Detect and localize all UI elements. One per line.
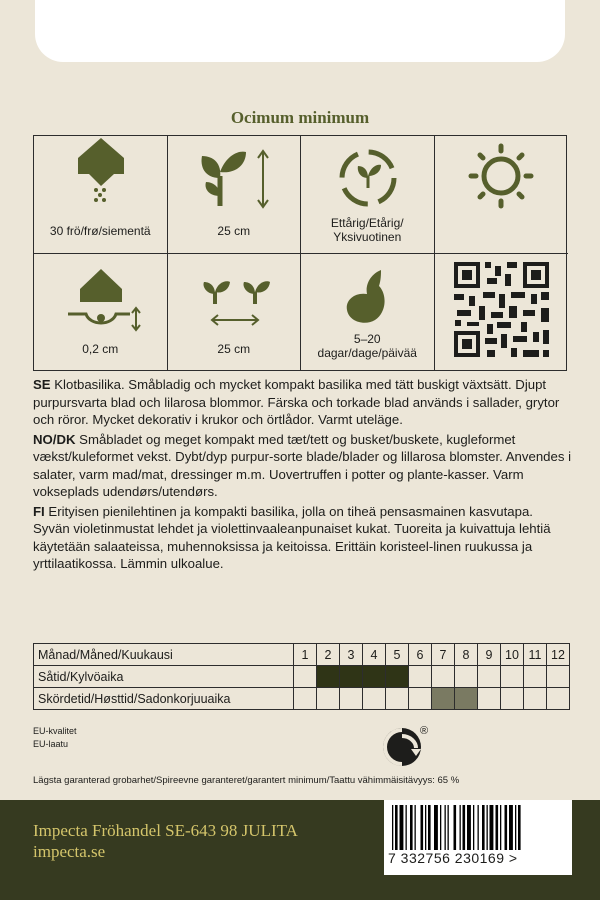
registered-mark: ® <box>420 725 429 737</box>
latin-name: Ocimum minimum <box>230 108 370 127</box>
sowing-depth-caption: 0,2 cm <box>82 341 119 356</box>
month-7: 7 <box>432 644 455 666</box>
harvest-month-cell <box>386 688 409 710</box>
harvest-month-cell <box>432 688 455 710</box>
seed-count-caption: 30 frö/frø/siementä <box>49 224 151 238</box>
cell-seed-count <box>34 136 168 254</box>
month-10: 10 <box>501 644 524 666</box>
eu-quality-mark <box>33 725 77 751</box>
sowing-month-cell <box>340 666 363 688</box>
lang-code-fi: FI <box>33 503 45 519</box>
description-se <box>33 376 573 429</box>
text-nodk: Småbladet og meget kompakt med tæt/tett og busket/buskete, kugleformet vækst/kuleformet vekst. Dybt/dyp purpur-sorte blade/blader og lillarosa blomster. Anvendes i salater, varm mad/mat, dressinger m.m. Uovertruffen i potter og plante-kasser. Varm vokseplads udendørs/utendørs. <box>33 431 572 499</box>
cell-qr <box>435 254 569 372</box>
harvest-month-cell <box>455 688 478 710</box>
sowing-depth-icon <box>34 254 167 344</box>
sowing-month-cell <box>294 666 317 688</box>
month-9: 9 <box>478 644 501 666</box>
cell-sun <box>435 136 569 254</box>
calendar-header-label: Månad/Måned/Kuukausi <box>34 644 294 666</box>
sowing-month-cell <box>432 666 455 688</box>
plant-spacing-caption: 25 cm <box>217 341 251 356</box>
month-6: 6 <box>409 644 432 666</box>
harvest-month-cell <box>317 688 340 710</box>
month-8: 8 <box>455 644 478 666</box>
month-3: 3 <box>340 644 363 666</box>
harvest-month-cell <box>363 688 386 710</box>
cell-plant-height <box>168 136 302 254</box>
calendar-row-sowing <box>34 666 570 688</box>
product-description <box>33 376 573 575</box>
plant-spacing-icon <box>168 254 301 344</box>
harvest-month-cell <box>340 688 363 710</box>
sowing-month-cell <box>524 666 547 688</box>
lang-code-nodk: NO/DK <box>33 431 76 447</box>
month-2: 2 <box>317 644 340 666</box>
calendar-header-row <box>34 644 570 666</box>
plant-height-caption: 25 cm <box>217 224 251 238</box>
cell-sowing-depth <box>34 254 168 372</box>
text-fi: Erityisen pienilehtinen ja kompakti basilika, jolla on tiheä pensasmainen kasvutapa. Syvän violetinmustat lehdet ja violettinvaaleanpunaiset kukat. Tuoreita ja kuivattuja lehtiä käytetään salaateissa, muhennoksissa ja keitoissa. Erittäin koristeel-linen ruukussa ja yrttilaatikossa. Lämmin ulkoalue. <box>33 503 551 571</box>
harvest-month-cell <box>547 688 570 710</box>
sowing-month-cell <box>386 666 409 688</box>
company-info <box>33 820 298 862</box>
month-1: 1 <box>294 644 317 666</box>
sowing-label: Såtid/Kylvöaika <box>34 666 294 688</box>
calendar-row-harvest <box>34 688 570 710</box>
month-4: 4 <box>363 644 386 666</box>
germination-guarantee: Lägsta garanterad grobarhet/Spireevne garanteret/garantert minimum/Taattu vähimmäisitävyys: 65 % <box>33 775 460 786</box>
harvest-month-cell <box>478 688 501 710</box>
lifecycle-caption: Ettårig/Etårig/ Yksivuotinen <box>330 216 404 244</box>
sowing-month-cell <box>455 666 478 688</box>
harvest-month-cell <box>409 688 432 710</box>
sowing-calendar <box>33 643 570 710</box>
description-nodk <box>33 431 573 501</box>
plant-height-icon <box>168 136 301 226</box>
sun-icon <box>435 136 568 226</box>
harvest-label: Skördetid/Høsttid/Sadonkorjuuaika <box>34 688 294 710</box>
hang-tab-cutout <box>35 0 565 62</box>
company-address: Impecta Fröhandel SE-643 98 JULITA <box>33 821 298 840</box>
month-12: 12 <box>547 644 570 666</box>
germination-caption: 5–20 dagar/dage/päivää <box>317 331 417 360</box>
month-11: 11 <box>524 644 547 666</box>
germination-icon <box>301 254 434 344</box>
cell-plant-spacing <box>168 254 302 372</box>
harvest-month-cell <box>524 688 547 710</box>
barcode-bars <box>390 805 566 850</box>
cell-lifecycle <box>301 136 435 254</box>
eu-quality-se: EU-kvalitet <box>33 726 77 736</box>
green-dot-recycle-icon <box>380 722 440 775</box>
sowing-month-cell <box>409 666 432 688</box>
sowing-month-cell <box>363 666 386 688</box>
cell-germination <box>301 254 435 372</box>
sowing-month-cell <box>501 666 524 688</box>
qr-code-icon[interactable] <box>435 254 568 371</box>
eu-quality-fi: EU-laatu <box>33 739 69 749</box>
harvest-month-cell <box>294 688 317 710</box>
month-5: 5 <box>386 644 409 666</box>
sowing-month-cell <box>547 666 570 688</box>
company-website[interactable]: impecta.se <box>33 842 106 861</box>
annual-cycle-icon <box>301 136 434 226</box>
text-se: Klotbasilika. Småbladig och mycket kompakt basilika med tätt buskigt växtsätt. Djupt purpursvarta blad och lilarosa blommor. Färska och torkade blad används i sallader, grytor och röror. Mycket dekorativ i krukor och örtlådor. Varmt uteläge. <box>33 377 560 427</box>
harvest-month-cell <box>501 688 524 710</box>
seed-packet-icon <box>34 136 167 226</box>
info-icon-grid <box>33 135 567 371</box>
description-fi <box>33 503 573 573</box>
sowing-month-cell <box>317 666 340 688</box>
barcode-number: 7 332756 230169 > <box>388 850 518 866</box>
lang-code-se: SE <box>33 377 51 392</box>
sowing-month-cell <box>478 666 501 688</box>
